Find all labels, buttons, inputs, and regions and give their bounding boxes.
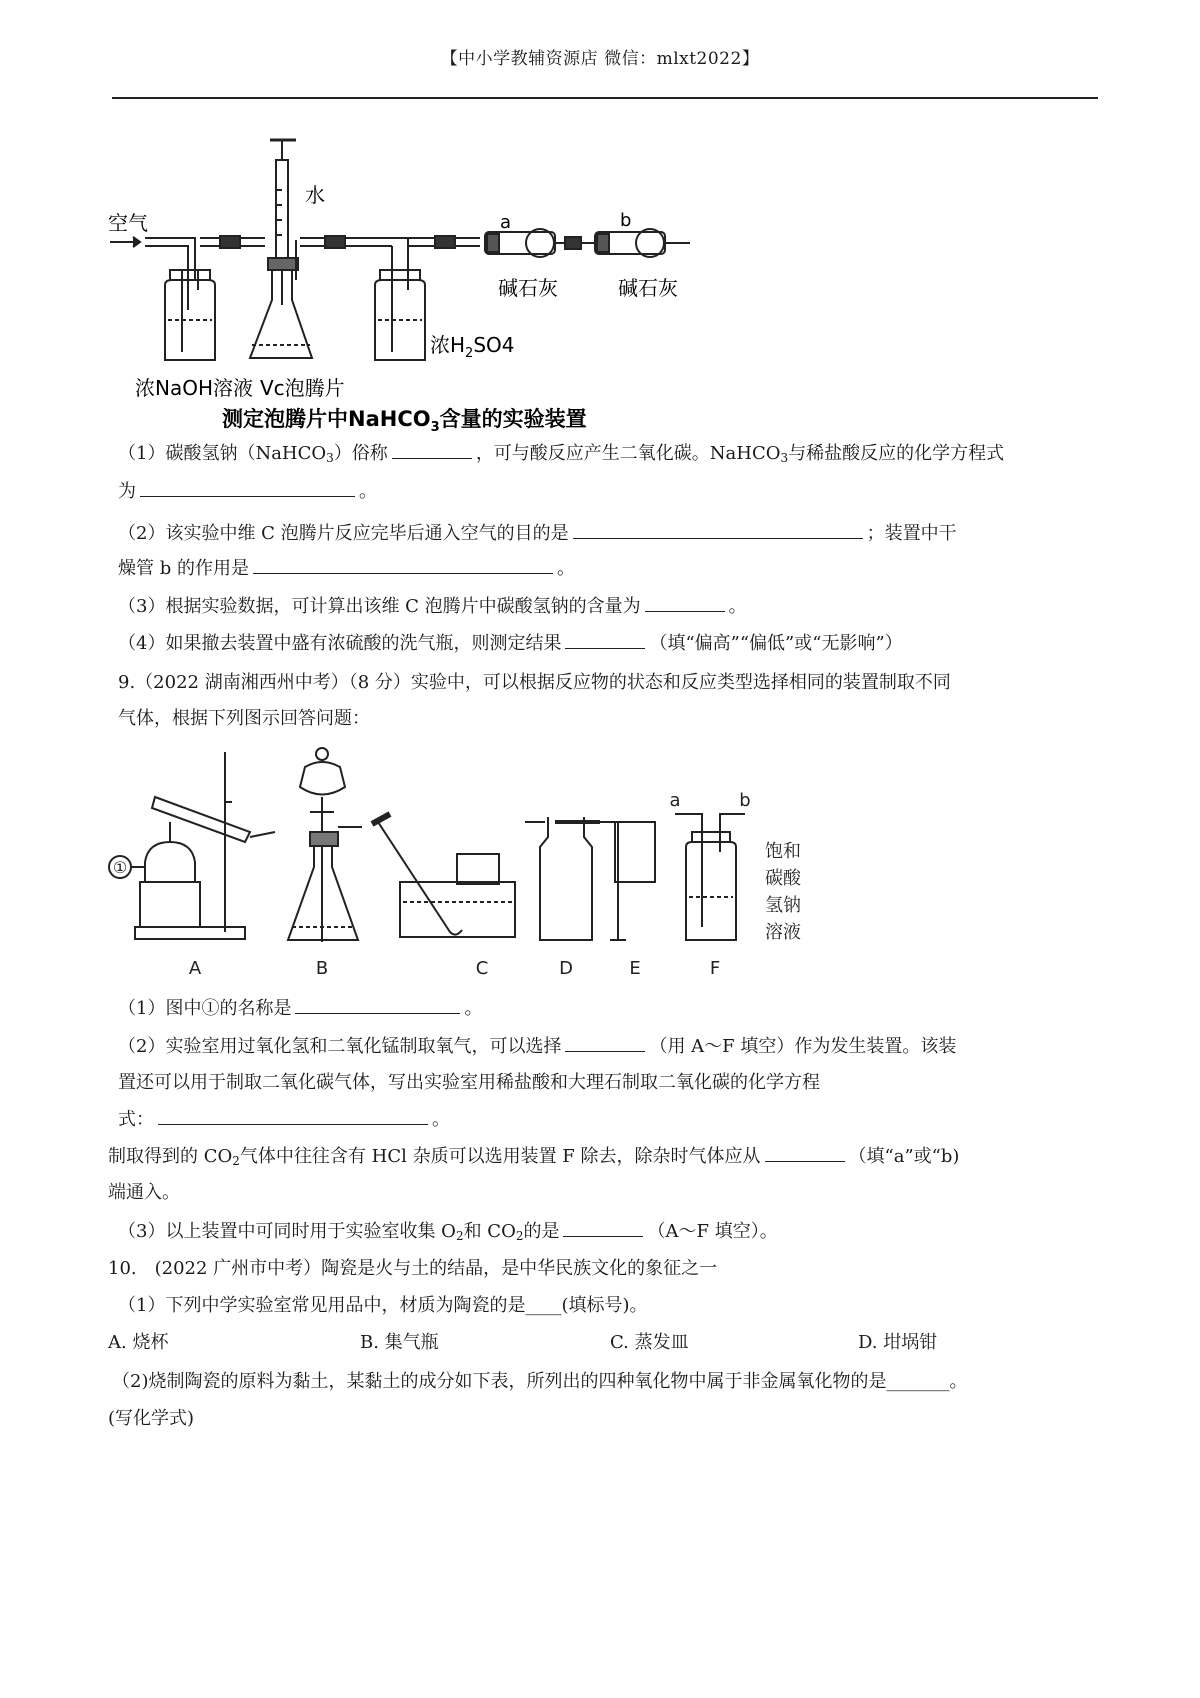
soda-lime-label-b: 碱石灰 xyxy=(618,276,678,300)
q10-intro: 10. (2022 广州市中考）陶瓷是火与土的结晶，是中华民族文化的象征之一 xyxy=(108,1258,718,1279)
q8-part2-line2: 燥管 b 的作用是 。 xyxy=(118,555,575,582)
label-E: E xyxy=(629,958,641,979)
label-B: B xyxy=(315,958,329,979)
h2so4-label: 浓$H_2SO4$ xyxy=(430,333,515,361)
q8-part4: （4）如果撤去装置中盛有浓硫酸的洗气瓶，则测定结果 （填“偏高”“偏低”或“无影响”） xyxy=(118,630,903,657)
figure1-caption: 测定泡腾片中NaHCO$_3$含量的实验装置 xyxy=(222,407,587,435)
solution-line-2: 碳酸 xyxy=(765,868,801,889)
water-label: 水 xyxy=(305,183,325,207)
q9-part2-line2: 置还可以用于制取二氧化碳气体，写出实验室用稀盐酸和大理石制取二氧化碳的化学方程 xyxy=(118,1072,820,1093)
label-f-a: a xyxy=(669,790,681,811)
q9-part2-line4: 制取得到的 $CO_2$气体中往往含有 HCl 杂质可以选用装置 F 除去，除杂时气体应从 （填“a”或“b) xyxy=(108,1143,959,1174)
q10-part1: （1）下列中学实验室常见用品中，材质为陶瓷的是____(填标号)。 xyxy=(118,1295,648,1316)
q9-intro-line1: 9.（2022 湖南湘西州中考）（8 分）实验中，可以根据反应物的状态和反应类型选择相同的装置制取不同 xyxy=(118,672,951,693)
q10-option-a: A. 烧杯 xyxy=(108,1332,169,1353)
circle-label-1: ① xyxy=(112,858,128,877)
q9-intro-line2: 气体，根据下列图示回答问题： xyxy=(118,708,370,729)
q9-part1: （1）图中①的名称是 。 xyxy=(118,995,482,1022)
q10-option-d: D. 坩埚钳 xyxy=(858,1332,938,1353)
label-D: D xyxy=(559,958,573,979)
label-f-b: b xyxy=(739,790,751,811)
solution-line-4: 溶液 xyxy=(765,922,801,943)
q9-part2-line3: 式： 。 xyxy=(118,1106,450,1133)
q10-option-c: C. 蒸发皿 xyxy=(610,1332,689,1353)
q9-part3: （3）以上装置中可同时用于实验室收集 $O_2$和 $CO_2$的是 （A～F 填空）。 xyxy=(118,1218,778,1249)
label-A: A xyxy=(188,958,202,979)
solution-line-1: 饱和 xyxy=(765,841,801,862)
page-header: 【中小学教辅资源店 微信：mlxt2022】 xyxy=(440,49,760,69)
q10-part2-line2: (写化学式) xyxy=(108,1408,195,1429)
label-a: a xyxy=(500,212,512,233)
naoh-label: 浓NaOH溶液 xyxy=(135,376,253,400)
q8-part1-line1: （1）碳酸氢钠（NaHCO$_3$）俗称 ，可与酸反应产生二氧化碳。NaHCO$_3$与稀盐酸反应的化学方程式 xyxy=(118,440,1004,471)
q10-part2: （2)烧制陶瓷的原料为黏土，某黏土的成分如下表，所列出的四种氧化物中属于非金属氧化物的是_______。 xyxy=(112,1371,968,1392)
q8-part3: （3）根据实验数据，可计算出该维 C 泡腾片中碳酸氢钠的含量为 。 xyxy=(118,593,747,620)
soda-lime-label-a: 碱石灰 xyxy=(498,276,558,300)
label-b: b xyxy=(620,210,632,231)
solution-line-3: 氢钠 xyxy=(765,895,801,916)
air-label: 空气 xyxy=(108,211,148,235)
label-C: C xyxy=(475,958,489,979)
header-rule xyxy=(112,97,1098,99)
q10-option-b: B. 集气瓶 xyxy=(360,1332,439,1353)
q9-part2-line5: 端通入。 xyxy=(108,1182,180,1203)
q8-part2-line1: （2）该实验中维 C 泡腾片反应完毕后通入空气的目的是 ；装置中干 xyxy=(118,520,957,547)
q8-part1-line2: 为 。 xyxy=(118,478,377,505)
q9-part2-line1: （2）实验室用过氧化氢和二氧化锰制取氧气，可以选择 （用 A～F 填空）作为发生装置。该装 xyxy=(118,1033,956,1060)
vc-tablet-label: Vc泡腾片 xyxy=(260,376,345,400)
label-F: F xyxy=(709,958,721,979)
gas-apparatus-figure xyxy=(100,742,820,987)
nahco3-apparatus-figure xyxy=(100,130,740,470)
